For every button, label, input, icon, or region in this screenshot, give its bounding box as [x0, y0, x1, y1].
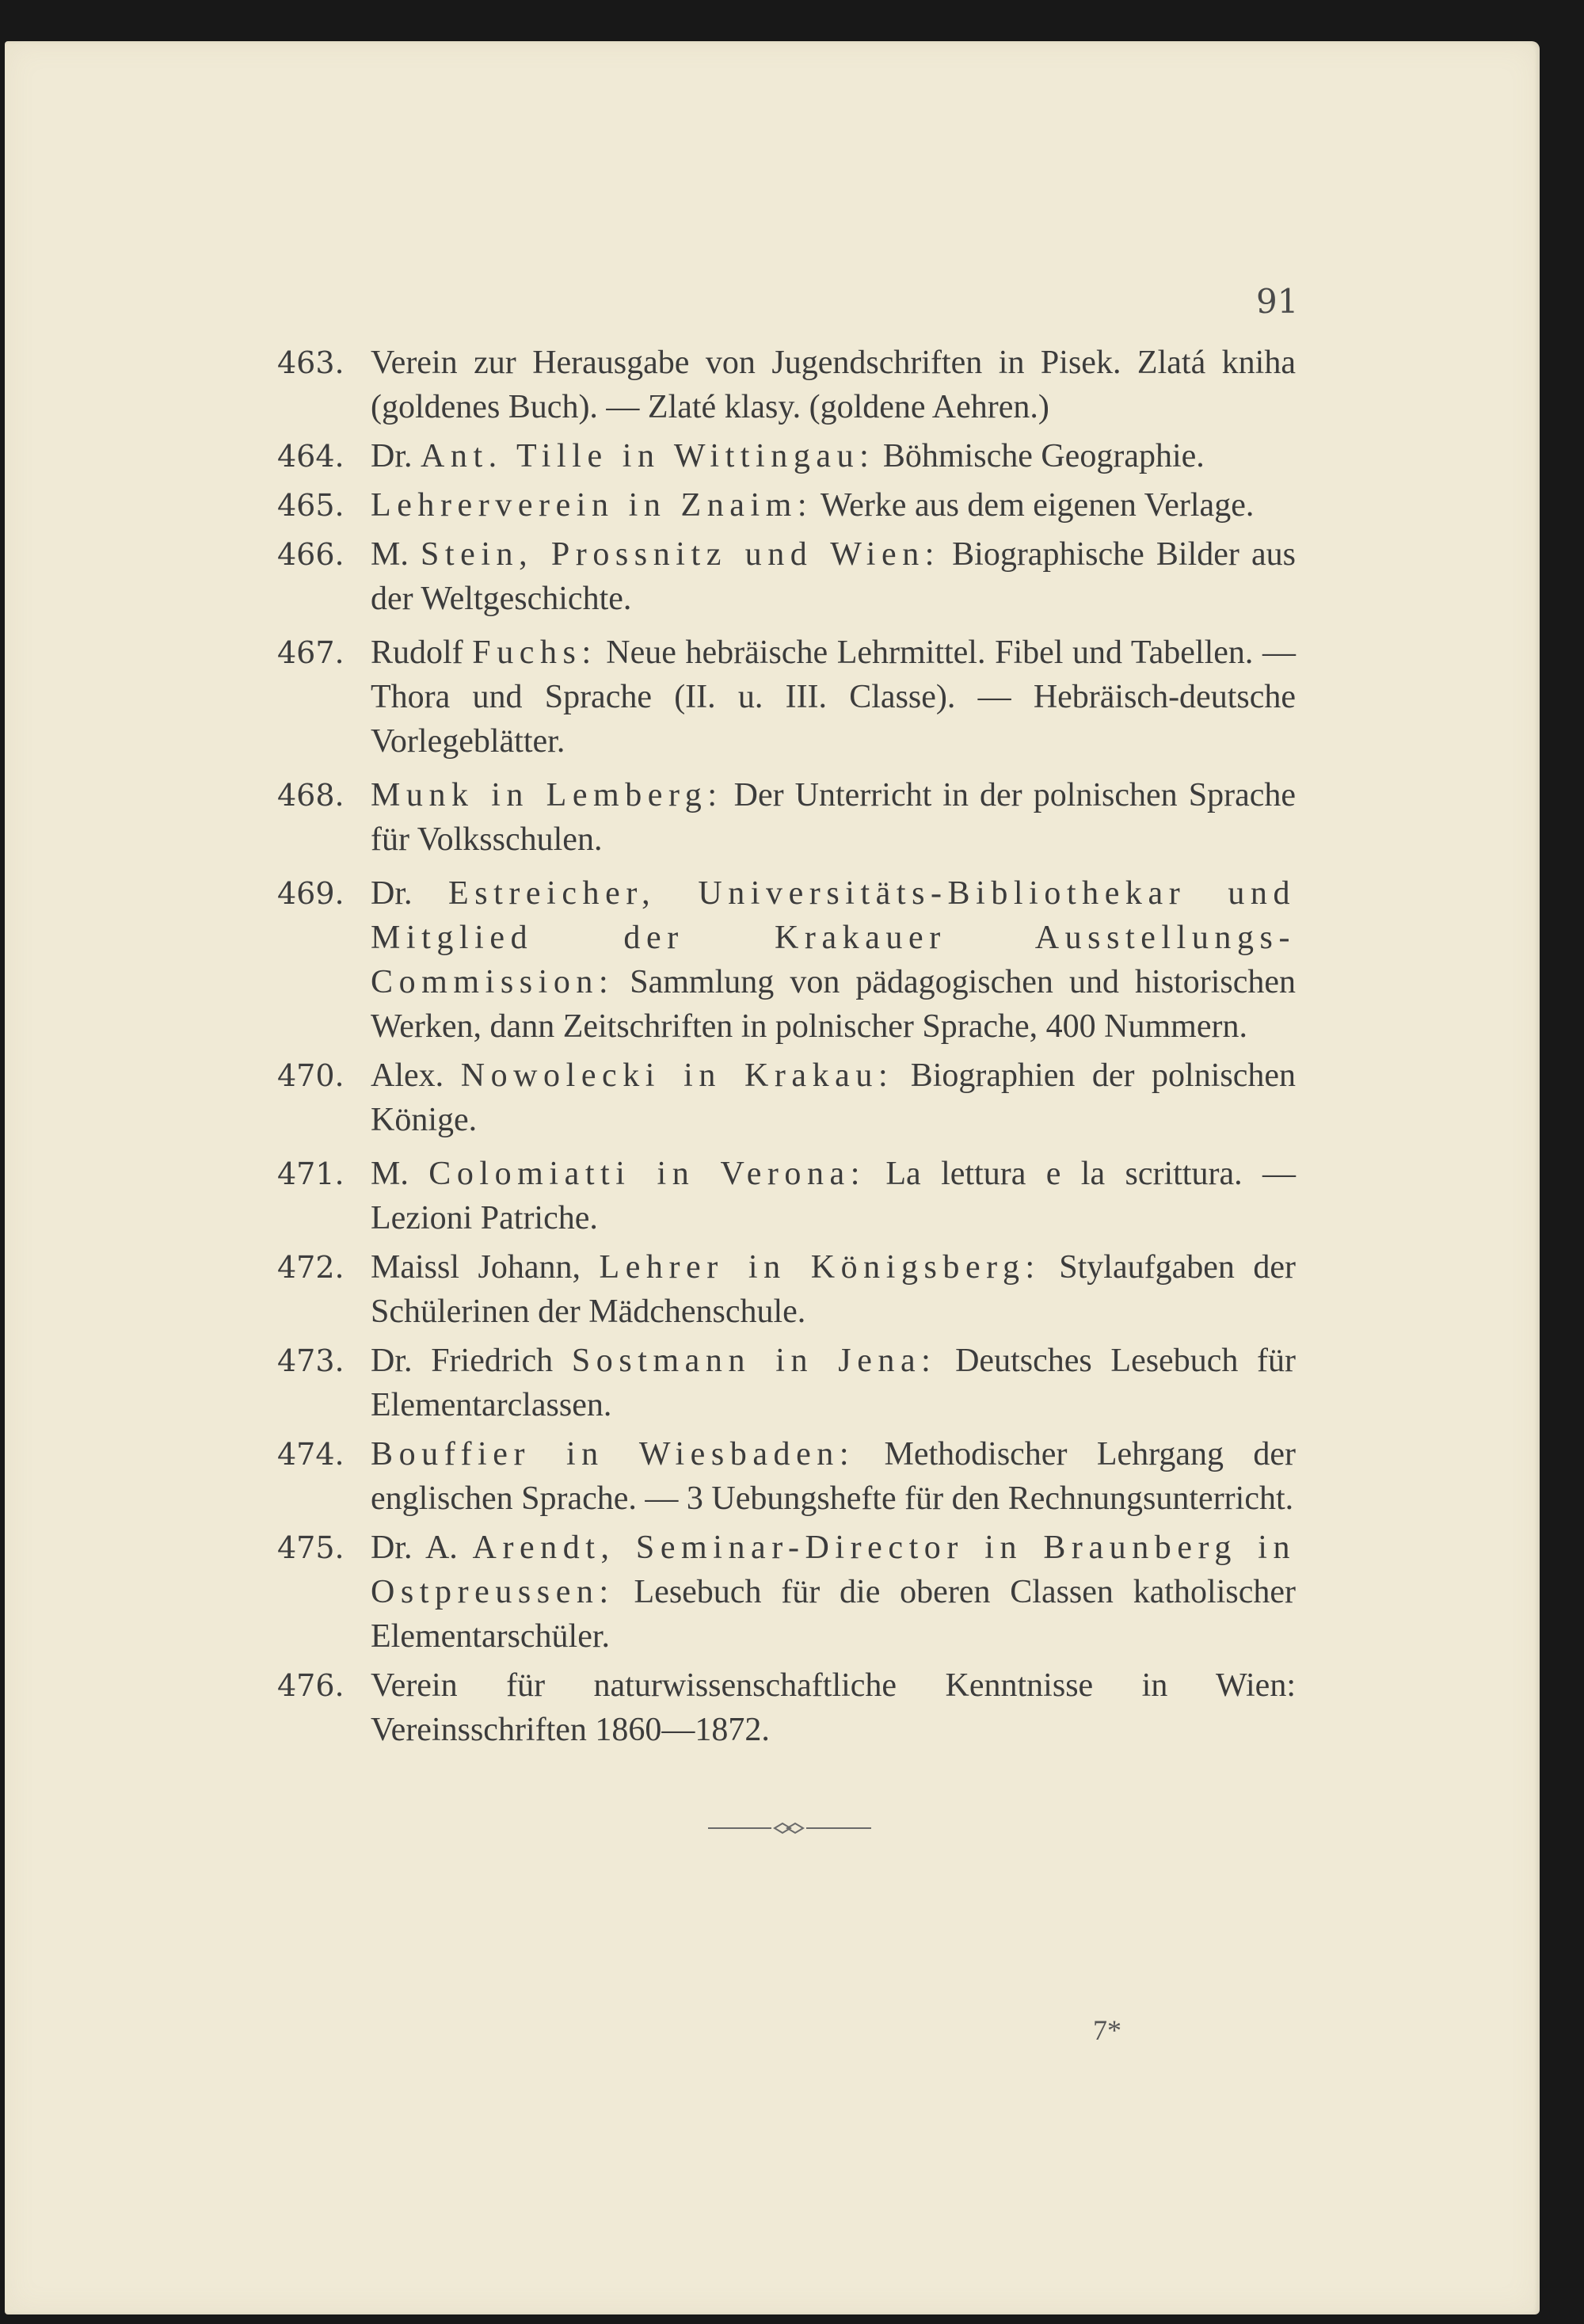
catalog-entry	[5, 1245, 1540, 1334]
entry-text-part: Alex.	[371, 1057, 461, 1094]
ornament-divider	[708, 1820, 871, 1836]
entry-number: 476.	[277, 1668, 345, 1703]
entry-text	[371, 1526, 1296, 1659]
entry-text	[371, 341, 1296, 429]
page-number: 91	[1256, 282, 1299, 321]
entry-number: 466.	[277, 537, 345, 572]
catalog-entry	[5, 1663, 1540, 1752]
entry-text	[371, 532, 1296, 621]
entry-text-part: M.	[371, 536, 421, 573]
entry-text-part: Lesebuch für die oberen Classen katholischer Elementarschüler.	[371, 1574, 1296, 1655]
entry-text	[371, 1339, 1296, 1427]
catalog-entry	[5, 341, 1540, 429]
catalog-entry	[5, 532, 1540, 621]
catalog-entry	[5, 483, 1540, 528]
entry-text	[371, 1663, 1296, 1752]
entry-number: 464.	[277, 439, 345, 474]
entry-text-part: Dr. A.	[371, 1530, 473, 1566]
entry-text-part: Dr.	[371, 438, 421, 474]
entry-text	[371, 434, 1296, 478]
entry-text-part: Dr. Friedrich	[371, 1343, 572, 1379]
entry-text-part: Dr.	[371, 875, 449, 912]
entry-text-part: Neue hebräische Lehrmittel. Fibel und Tabellen. — Thora und Sprache (II. u. III. Classe). — Hebräisch-deutsche Vorlegeblätter.	[371, 634, 1297, 760]
entry-text	[371, 871, 1296, 1049]
spaced-name: Nowolecki in Krakau:	[460, 1057, 894, 1094]
catalog-entry	[5, 1053, 1540, 1142]
entry-text	[371, 773, 1296, 862]
entry-text-part: Verein zur Herausgabe von Jugendschriften in Pisek. Zlatá kniha (goldenes Buch). — Zlaté klasy. (goldene Aehren.)	[371, 345, 1296, 425]
entry-number: 472.	[277, 1250, 345, 1285]
entry-text-part: Stylaufgaben der Schülerinen der Mädchenschule.	[371, 1249, 1296, 1330]
catalog-entry	[5, 1339, 1540, 1427]
entry-text-part: La lettura e la scrittura. — Lezioni Patriche.	[371, 1156, 1296, 1236]
entry-number: 471.	[277, 1156, 345, 1191]
entry-number: 469.	[277, 876, 345, 911]
entry-number: 474.	[277, 1437, 345, 1472]
spaced-name: Bouffier in Wiesbaden:	[371, 1436, 855, 1473]
entry-text	[371, 1245, 1296, 1334]
entry-number: 473.	[277, 1343, 345, 1378]
entry-number: 468.	[277, 778, 345, 813]
entry-text-part: Böhmische Geographie.	[874, 438, 1205, 474]
entry-text-part: Maissl Johann,	[371, 1249, 600, 1286]
spaced-name: Lehrerverein in Znaim:	[371, 487, 813, 524]
entry-text-part: Methodischer Lehrgang der englischen Sprache. — 3 Uebungshefte für den Rechnungsunterricht.	[371, 1436, 1297, 1517]
entry-text-part: Der Unterricht in der polnischen Sprache für Volksschulen.	[371, 777, 1296, 858]
spaced-name: Colomiatti in Verona:	[428, 1156, 866, 1192]
spaced-name: Ant. Tille in Wittingau:	[421, 438, 875, 474]
spaced-name: Fuchs:	[472, 634, 597, 671]
entry-number: 475.	[277, 1530, 345, 1565]
entry-text-part: Verein für naturwissenschaftliche Kenntnisse in Wien: Vereinsschriften 1860—1872.	[371, 1667, 1296, 1748]
entry-text-part: Werke aus dem eigenen Verlage.	[813, 487, 1255, 524]
entry-text	[371, 1432, 1296, 1521]
entry-text	[371, 1152, 1296, 1240]
entry-number: 465.	[277, 488, 345, 523]
catalog-entry	[5, 773, 1540, 862]
signature-mark: 7*	[1093, 2014, 1121, 2046]
entry-text-part: Rudolf	[371, 634, 473, 671]
spaced-name: Lehrer in Königsberg:	[599, 1249, 1041, 1286]
entry-text	[371, 631, 1296, 764]
entry-number: 470.	[277, 1058, 345, 1093]
entry-text-part: Biographien der polnischen Könige.	[371, 1057, 1297, 1138]
catalog-entry	[5, 871, 1540, 1049]
entry-text	[371, 483, 1296, 528]
entry-text	[371, 1053, 1296, 1142]
entry-text-part: Deutsches Lesebuch für Elementarclassen.	[371, 1343, 1297, 1423]
catalog-entry	[5, 631, 1540, 764]
catalog-entry	[5, 1152, 1540, 1240]
spaced-name: Sostmann in Jena:	[571, 1343, 937, 1379]
entry-text-part: Sammlung von pädagogischen und historischen Werken, dann Zeitschriften in polnischer Sprache, 400 Nummern.	[371, 964, 1296, 1045]
book-page	[5, 41, 1540, 2314]
entry-number: 467.	[277, 635, 345, 670]
spaced-name: Estreicher, Universitäts-Bibliothekar und Mitglied der Krakauer Ausstellungs-Commission:	[371, 875, 1296, 1000]
catalog-entry	[5, 1526, 1540, 1659]
spaced-name: Munk in Lemberg:	[371, 777, 723, 813]
entry-number: 463.	[277, 345, 345, 380]
catalog-entry	[5, 1432, 1540, 1521]
catalog-entry	[5, 434, 1540, 478]
entry-text-part: M.	[371, 1156, 429, 1192]
entry-list	[5, 341, 1540, 1757]
spaced-name: Arendt, Seminar-Director in Braunberg in Ostpreussen:	[371, 1530, 1297, 1610]
spaced-name: Stein, Prossnitz und Wien:	[420, 536, 940, 573]
entry-text-part: Biographische Bilder aus der Weltgeschichte.	[371, 536, 1296, 617]
